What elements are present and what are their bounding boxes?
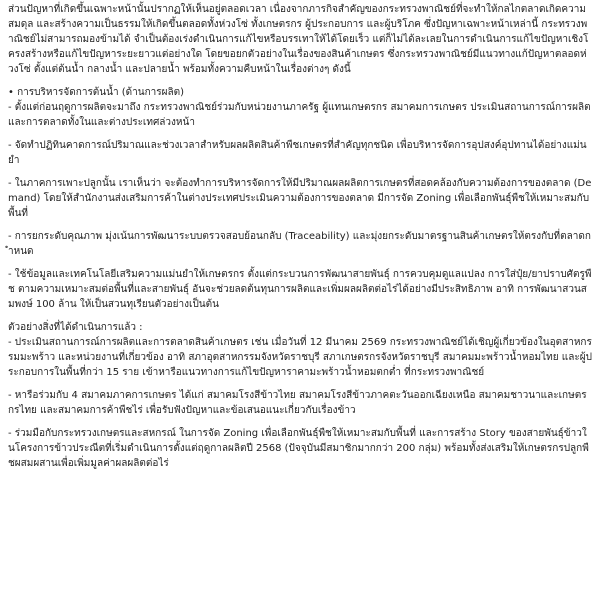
- body-paragraph-4: - การยกระดับคุณภาพ มุ่งเน้นการพัฒนาระบบตรวจสอบย้อนกลับ (Traceability) และมุ่งยกระดับมาตรฐานสินค้าเกษตรให้ตรงกับที่ตลาดกำหนด: [8, 231, 591, 257]
- example-item-2: - หารือร่วมกับ 4 สมาคมภาคการเกษตร ได้แก่ สมาคมโรงสีข้าวไทย สมาคมโรงสีข้าวภาคตะวันออกเฉียงเหนือ สมาคมชาวนาและเกษตรกรไทย และสมาคมการค้าพืชไร่ เพื่อรับฟังปัญหาและข้อเสนอแนะเกี่ยวกับเรื่องข้าว: [8, 390, 587, 416]
- examples-heading: ตัวอย่างสิ่งที่ได้ดำเนินการแล้ว :: [8, 322, 143, 333]
- example-item-1: - ประเมินสถานการณ์การผลิตและการตลาดสินค้าเกษตร เช่น เมื่อวันที่ 12 มีนาคม 2569 กระทรวงพาณิชย์ได้เชิญผู้เกี่ยวข้องในอุตสาหกรรมมะพร้าว และหน่วยงานที่เกี่ยวข้อง อาทิ สภาอุตสาหกรรมจังหวัดราชบุรี สภาเกษตรกรจังหวัดราชบุรี สมาคมมะพร้าวน้ำหอมไทย และผู้ประกอบการในพื้นที่กว่า 15 ราย เข้าหารือแนวทางการแก้ไขปัญหาราคามะพร้าวน้ำหอมตกต่ำ ที่กระทรวงพาณิชย์: [8, 337, 592, 378]
- body-paragraph-5: - ใช้ข้อมูลและเทคโนโลยีเสริมความแม่นยำให้เกษตรกร ตั้งแต่กระบวนการพัฒนาสายพันธุ์ การควบคุมดูแลแปลง การใส่ปุ๋ย/ยาปราบศัตรูพืช ตามความเหมาะสมต่อพื้นที่และสายพันธุ์ อันจะช่วยลดต้นทุนการผลิตและเพิ่มผลผลิตต่อไร่ได้อย่างมีประสิทธิภาพ อาทิ การพัฒนาสวนสมพงษ์ 100 ล้าน ให้เป็นสวนทุเรียนตัวอย่างเป็นต้น: [8, 269, 592, 310]
- intro-paragraph: ส่วนปัญหาที่เกิดขึ้นเฉพาะหน้านั้นปรากฏให้เห็นอยู่ตลอดเวลา เนื่องจากภารกิจสำคัญของกระทรวงพาณิชย์ที่จะทำให้กลไกตลาดเกิดความสมดุล และสร้างความเป็นธรรมให้เกิดขึ้นตลอดทั้งห่วงโซ่ ทั้งเกษตรกร ผู้ประกอบการ และผู้บริโภค ซึ่งปัญหาเฉพาะหน้าเหล่านี้ กระทรวงพาณิชย์ไม่สามารถมองข้ามได้ จำเป็นต้องเร่งดำเนินการแก้ไขหรือบรรเทาให้ได้โดยเร็ว แต่ก็ไม่ได้ละเลยในการดำเนินการแก้ไขปัญหาเชิงโครงสร้างหรือแก้ไขปัญหาระยะยาวแต่อย่างใด โดยขอยกตัวอย่างในเรื่องของสินค้าเกษตร ซึ่งกระทรวงพาณิชย์มีแนวทางแก้ปัญหาตลอดห่วงโซ่ ตั้งแต่ต้นน้ำ กลางน้ำ และปลายน้ำ พร้อมทั้งความคืบหน้าในเรื่องต่างๆ ดังนี้: [8, 4, 589, 75]
- body-paragraph-2: - จัดทำปฏิทินคาดการณ์ปริมาณและช่วงเวลาสำหรับผลผลิตสินค้าพืชเกษตรที่สำคัญทุกชนิด เพื่อบริหารจัดการอุปสงค์อุปทานได้อย่างแม่นยำ: [8, 140, 587, 166]
- body-paragraph-3: - ในภาคการเพาะปลูกนั้น เราเห็นว่า จะต้องทำการบริหารจัดการให้มีปริมาณผลผลิตการเกษตรที่สอดคล้องกับความต้องการของตลาด (Demand) โดยให้สำนักงานส่งเสริมการค้าในต่างประเทศประเมินความต้องการของตลาด มีการจัด Zoning เพื่อเลือกพันธุ์พืชให้เหมาะสมกับพื้นที่: [8, 178, 592, 219]
- example-item-3: - ร่วมมือกับกระทรวงเกษตรและสหกรณ์ ในการจัด Zoning เพื่อเลือกพันธุ์พืชให้เหมาะสมกับพื้นที่ และการสร้าง Story ของสายพันธุ์ข้าวในโครงการข้าวประณีตที่เริ่มดำเนินการตั้งแต่ฤดูกาลผลิตปี 2568 (ปัจจุบันมีสมาชิกมากกว่า 200 กลุ่ม) พร้อมทั้งส่งเสริมให้เกษตรกรปลูกพืชผสมผสานเพื่อเพิ่มมูลค่าผลผลิตต่อไร่: [8, 428, 589, 469]
- body-paragraph-1: - ตั้งแต่ก่อนฤดูการผลิตจะมาถึง กระทรวงพาณิชย์ร่วมกับหน่วยงานภาครัฐ ผู้แทนเกษตรกร สมาคมการเกษตร ประเมินสถานการณ์การผลิตและการตลาดทั้งในและต่างประเทศล่วงหน้า: [8, 102, 591, 128]
- section-heading: • การบริหารจัดการต้นน้ำ (ด้านการผลิต): [8, 87, 185, 98]
